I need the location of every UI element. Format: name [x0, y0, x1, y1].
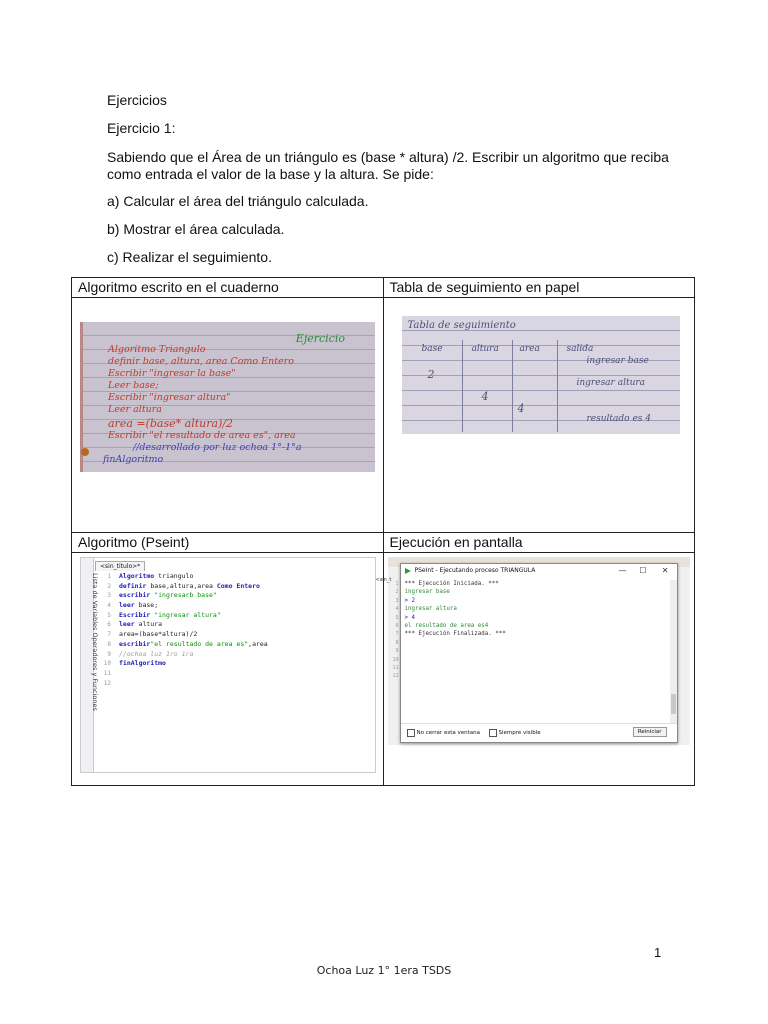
code-line[interactable]: //ochoa luz 1ro 1ra [119, 649, 194, 658]
header-paper-trace: Tabla de seguimiento en papel [383, 278, 695, 298]
notebook-line: //desarrollado por luz ochoa 1°-1°a [133, 442, 302, 453]
binder-hole [81, 448, 89, 456]
notebook-line: area =(base* altura)/2 [108, 417, 234, 430]
page-heading: Ejercicios [107, 92, 167, 108]
trace-output: resultado es 4 [586, 414, 651, 424]
pseint-side-panel [81, 558, 99, 772]
code-area[interactable] [119, 572, 268, 688]
checkbox-icon[interactable] [407, 729, 415, 737]
task-c: c) Realizar el seguimiento. [107, 249, 272, 265]
notebook-line: Escribir "ingresar altura" [108, 392, 231, 403]
trace-output: ingresar altura [576, 378, 646, 388]
execution-screenshot [375, 557, 690, 745]
line-number: 12 [103, 679, 111, 687]
always-visible-checkbox[interactable] [489, 729, 541, 737]
line-numbers [97, 572, 111, 688]
line-number: 11 [103, 669, 111, 677]
output-line: *** Ejecución Finalizada. *** [404, 631, 506, 638]
side-panel-label: Lista de Variables Operadores y Funciones [90, 573, 99, 711]
output-line: > 4 [404, 614, 415, 621]
line-number: 6 [107, 621, 111, 629]
notebook-line: Escribir "el resultado de area es", area [108, 430, 296, 441]
code-line[interactable]: definir base,altura,area Como Entero [119, 581, 260, 590]
line-number: 1 [107, 573, 111, 580]
execution-cell [375, 553, 695, 786]
code-line[interactable]: area=(base*altura)/2 [119, 630, 198, 639]
exercise-statement: Sabiendo que el Área de un triángulo es (base * altura) /2. Escribir un algoritmo que reciba como entrada el valor de la base y la altura. Se pide: [107, 149, 669, 182]
scrollbar-thumb[interactable] [671, 694, 676, 714]
trace-value: 4 [517, 402, 525, 415]
window-footer [401, 723, 677, 742]
pseint-editor [80, 557, 376, 773]
trace-col: salida [566, 344, 594, 354]
trace-divider [462, 340, 463, 432]
header-pseint-algorithm: Algoritmo (Pseint) [72, 533, 384, 553]
notebook-line: definir base, altura, area Como Entero [108, 356, 294, 367]
line-number: 6 [395, 622, 399, 629]
line-number: 9 [395, 648, 399, 655]
output-line: > 2 [404, 597, 415, 604]
paper-trace-cell [383, 298, 695, 533]
code-line[interactable]: escribir "ingresarb base" [119, 591, 217, 600]
editor-tab[interactable]: <sin_titulo>* [95, 561, 145, 571]
code-line[interactable]: Algoritmo triangulo [119, 572, 194, 580]
notebook-line: Escribir "ingresar la base" [108, 368, 236, 379]
code-line[interactable]: escribir"el resultado de area es",area [119, 639, 268, 648]
header-screen-execution: Ejecución en pantalla [383, 533, 695, 553]
close-button[interactable]: ✕ [661, 566, 669, 575]
notebook-algorithm-photo [80, 322, 375, 472]
task-b: b) Mostrar el área calculada. [107, 221, 285, 237]
output-line: ingresar altura [404, 606, 457, 613]
line-number: 7 [395, 631, 399, 638]
exercise-table [71, 277, 695, 786]
line-number: 7 [107, 631, 111, 639]
side-tab: <sin_t [375, 577, 392, 583]
notebook-line: finAlgoritmo [103, 454, 164, 465]
window-titlebar [401, 564, 677, 578]
line-number: 10 [103, 660, 111, 668]
checkbox-label: Siempre visible [498, 730, 541, 736]
notebook-line: Leer altura [108, 404, 162, 415]
execution-window [392, 563, 678, 743]
code-line[interactable] [119, 679, 268, 689]
trace-value: 4 [481, 390, 489, 403]
code-line[interactable]: Escribir "ingresar altura" [119, 610, 221, 619]
line-number: 3 [107, 592, 111, 600]
header-notebook-algorithm: Algoritmo escrito en el cuaderno [72, 278, 384, 298]
line-number: 2 [395, 589, 399, 596]
line-number: 2 [107, 582, 111, 590]
pseint-cell [72, 553, 384, 786]
line-number: 10 [392, 656, 399, 663]
page-footer: Ochoa Luz 1° 1era TSDS [316, 964, 452, 977]
trace-col: altura [471, 344, 499, 354]
code-line[interactable]: leer altura [119, 620, 163, 629]
task-a: a) Calcular el área del triángulo calculada. [107, 193, 369, 209]
exercise-title: Ejercicio 1: [107, 120, 176, 136]
line-number: 11 [392, 664, 399, 671]
code-line[interactable] [119, 669, 268, 679]
line-number: 9 [107, 650, 111, 658]
notebook-title: Ejercicio [295, 332, 345, 345]
trace-col: base [421, 344, 443, 354]
line-number: 3 [395, 597, 399, 604]
line-numbers [391, 580, 399, 681]
trace-divider [512, 340, 513, 432]
minimize-button[interactable]: — [618, 566, 627, 575]
trace-output: ingresar base [586, 356, 649, 366]
line-number: 12 [392, 673, 399, 680]
trace-title: Tabla de seguimiento [407, 320, 516, 331]
window-title: PSeInt - Ejecutando proceso TRIANGULA [414, 567, 536, 574]
notebook-line: Leer base; [108, 380, 159, 391]
trace-value: 2 [427, 368, 435, 381]
keep-open-checkbox[interactable] [407, 729, 480, 737]
line-number: 8 [107, 640, 111, 648]
trace-col: area [519, 344, 540, 354]
output-line: el resultado de area es4 [404, 622, 489, 629]
output-line: ingresar base [404, 589, 450, 596]
checkbox-label: No cerrar esta ventana [416, 730, 480, 736]
line-number: 4 [107, 602, 111, 610]
console-output [401, 580, 671, 720]
paper-trace-photo [402, 316, 680, 434]
line-number: 4 [395, 606, 399, 613]
line-number: 5 [107, 611, 111, 619]
page-number: 1 [654, 945, 662, 960]
checkbox-icon[interactable] [489, 729, 497, 737]
output-line: *** Ejecución Iniciada. *** [404, 581, 499, 587]
notebook-algorithm-cell [72, 298, 384, 533]
line-number: 8 [395, 639, 399, 646]
notebook-line: Algoritmo Triangulo [108, 344, 206, 355]
code-line[interactable]: finAlgoritmo [119, 659, 166, 668]
scrollbar[interactable] [670, 580, 677, 724]
trace-divider [557, 340, 558, 432]
line-number: 5 [395, 614, 399, 621]
restart-button[interactable]: Reiniciar [633, 727, 667, 737]
line-number: 1 [395, 581, 399, 587]
code-line[interactable]: leer base; [119, 601, 159, 610]
maximize-button[interactable]: ☐ [639, 566, 647, 575]
play-icon [405, 568, 411, 574]
